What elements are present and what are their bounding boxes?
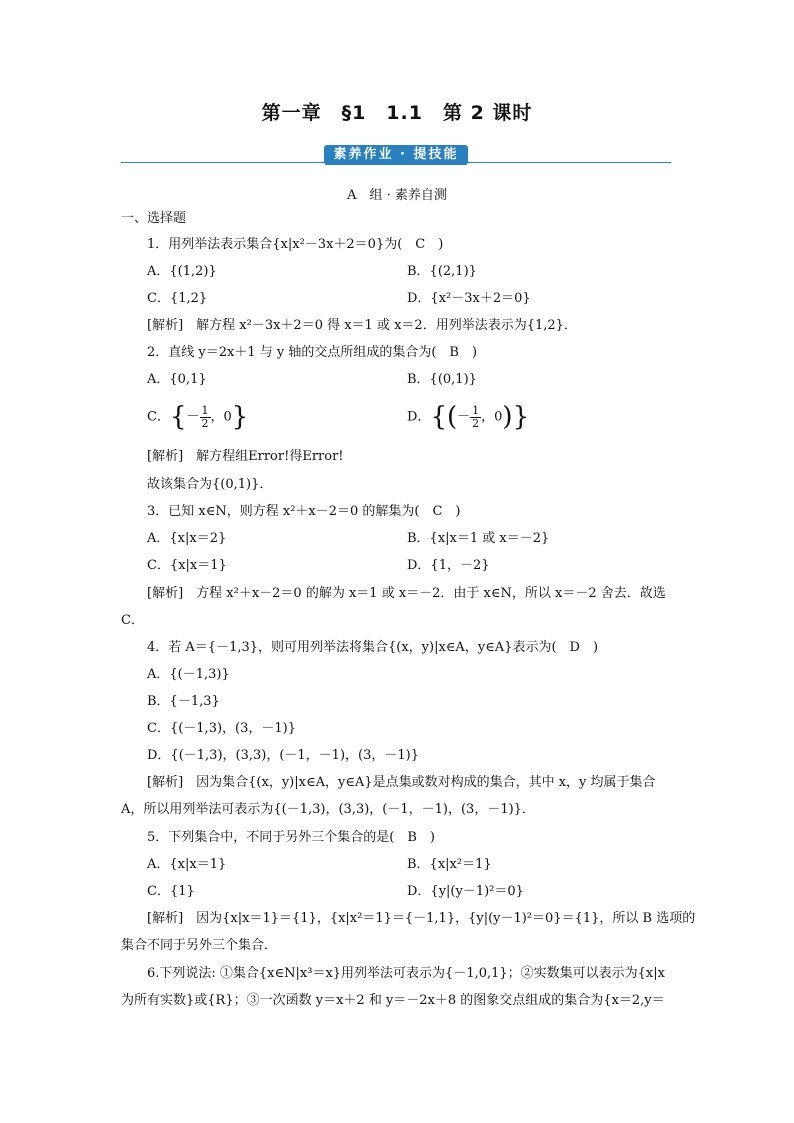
group-heading: A 组 · 素养自测 <box>347 188 447 203</box>
q1-option-a: A．{(1,2)} <box>147 264 217 279</box>
q4-option-c: C．{(－1,3)，(3，－1)} <box>147 721 296 736</box>
question-5-stem: 5．下列集合中，不同于另外三个集合的是( B ) <box>147 830 435 845</box>
question-4-stem: 4．若 A＝{－1,3}，则可用列举法将集合{(x，y)|x∈A，y∈A}表示为( D ) <box>147 640 599 655</box>
q3-analysis-line1: [解析] 方程 x²＋x－2＝0 的解为 x＝1 或 x＝－2．由于 x∈N，所以 x＝－2 舍去．故选 <box>147 586 666 601</box>
q5-analysis-line1: [解析] 因为{x|x＝1}＝{1}，{x|x²＝1}＝{－1,1}，{y|(y－1)²＝0}＝{1}，所以 B 选项的 <box>147 911 696 926</box>
q5-option-c: C．{1} <box>147 884 195 899</box>
q2-option-b: B．{(0,1)} <box>407 372 477 387</box>
q2-analysis-line1: [解析] 解方程组Error!得Error! <box>147 449 344 464</box>
q5-analysis-line2: 集合不同于另外三个集合． <box>121 938 278 953</box>
q2-option-d: D．{(－ $\frac{1}{2}$ ，0)} <box>407 402 530 432</box>
q2-option-c: C．{－ $\frac{1}{2}$ ，0} <box>147 402 249 432</box>
q2-option-a: A．{0,1} <box>147 372 207 387</box>
page-title: 第一章 §1 1.1 第 2 课时 <box>261 102 533 124</box>
q1-analysis: [解析] 解方程 x²－3x＋2＝0 得 x＝1 或 x＝2．用列举法表示为{1,2}． <box>147 318 577 333</box>
section-banner: 素养作业 · 提技能 <box>324 145 468 165</box>
question-6-line1: 6.下列说法: ①集合{x∈N|x³＝x}用列举法可表示为{－1,0,1}；②实数集可以表示为{x|x <box>147 966 665 981</box>
q1-option-b: B．{(2,1)} <box>407 264 477 279</box>
question-2-stem: 2．直线 y＝2x＋1 与 y 轴的交点所组成的集合为( B ) <box>147 345 478 360</box>
q4-option-d: D．{(－1,3)，(3,3)，(－1，－1)，(3，－1)} <box>147 748 419 763</box>
fraction: $\frac{1}{2}$ <box>201 403 209 430</box>
q4-analysis-line1: [解析] 因为集合{(x，y)|x∈A，y∈A}是点集或数对构成的集合，其中 x，y 均属于集合 <box>147 775 656 790</box>
q3-option-d: D．{1，－2} <box>407 558 490 573</box>
q4-analysis-line2: A，所以用列举法可表示为{(－1,3)，(3,3)，(－1，－1)，(3，－1)}． <box>121 802 535 817</box>
q3-option-b: B．{x|x＝1 或 x＝－2} <box>407 531 550 546</box>
question-6-line2: 为所有实数}或{R}；③一次函数 y＝x＋2 和 y＝－2x＋8 的图象交点组成的集合为{x＝2,y＝ <box>121 993 665 1008</box>
fraction: $\frac{1}{2}$ <box>472 403 480 430</box>
q4-option-a: A．{(－1,3)} <box>147 667 230 682</box>
q4-option-b: B．{－1,3} <box>147 694 220 709</box>
q3-option-a: A．{x|x＝2} <box>147 531 227 546</box>
q5-option-b: B．{x|x²＝1} <box>407 857 492 872</box>
q5-option-d: D．{y|(y－1)²＝0} <box>407 884 524 899</box>
question-3-stem: 3．已知 x∈N，则方程 x²＋x－2＝0 的解集为( C ) <box>147 504 461 519</box>
q2-analysis-line2: 故该集合为{(0,1)}． <box>147 477 273 492</box>
q3-analysis-line2: C． <box>121 613 144 628</box>
q3-option-c: C．{x|x＝1} <box>147 558 227 573</box>
question-1-stem: 1．用列举法表示集合{x|x²－3x＋2＝0}为( C ) <box>147 237 444 252</box>
q1-option-d: D．{x²－3x＋2＝0} <box>407 291 531 306</box>
section-heading: 一、选择题 <box>121 211 187 226</box>
q5-option-a: A．{x|x＝1} <box>147 857 227 872</box>
q1-option-c: C．{1,2} <box>147 291 208 306</box>
